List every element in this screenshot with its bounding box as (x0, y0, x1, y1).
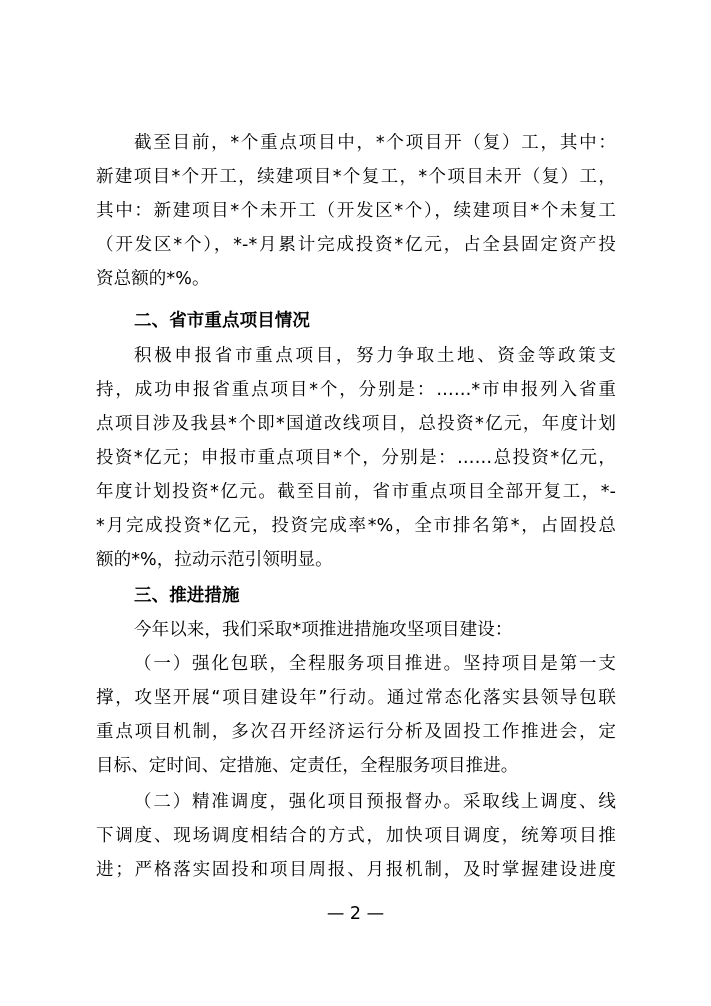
body-text-line: 其中：新建项目*个未开工（开发区*个），续建项目*个未复工 (96, 201, 616, 221)
body-text-line: 下调度、现场调度相结合的方式，加快项目调度，统筹项目推 (96, 826, 616, 846)
body-text-line: 撑，攻坚开展“项目建设年”行动。通过常态化落实县领导包联 (96, 688, 616, 708)
body-text-line: 点项目涉及我县*个即*国道改线项目，总投资*亿元，年度计划 (96, 414, 616, 434)
body-text-line: 新建项目*个开工，续建项目*个复工，*个项目未开（复）工， (96, 167, 616, 187)
body-text-line: （一）强化包联，全程服务项目推进。坚持项目是第一支 (134, 654, 616, 674)
body-text-line: 投资*亿元；申报市重点项目*个，分别是：……总投资*亿元， (96, 448, 616, 468)
section-heading: 二、省市重点项目情况 (134, 311, 310, 331)
page-number: — 2 — (326, 904, 385, 924)
body-text-line: 目标、定时间、定措施、定责任，全程服务项目推进。 (96, 756, 519, 776)
body-text-line: 资总额的*%。 (96, 269, 210, 289)
body-text-line: （二）精准调度，强化项目预报督办。采取线上调度、线 (134, 792, 616, 812)
body-text-line: 年度计划投资*亿元。截至目前，省市重点项目全部开复工，*- (96, 482, 616, 502)
body-text-line: （开发区*个），*-*月累计完成投资*亿元，占全县固定资产投 (96, 235, 616, 255)
body-text-line: 额的*%，拉动示范引领明显。 (96, 550, 333, 570)
section-heading: 三、推进措施 (134, 586, 240, 606)
body-text-line: 进；严格落实固投和项目周报、月报机制，及时掌握建设进度 (96, 860, 616, 880)
body-text-line: 积极申报省市重点项目，努力争取土地、资金等政策支 (134, 346, 616, 366)
body-text-line: 持，成功申报省重点项目*个，分别是：……*市申报列入省重 (96, 380, 616, 400)
body-text-line: 截至目前，*个重点项目中，*个项目开（复）工，其中： (134, 133, 616, 153)
body-text-line: 重点项目机制，多次召开经济运行分析及固投工作推进会，定 (96, 722, 616, 742)
body-text-line: 今年以来，我们采取*项推进措施攻坚项目建设： (134, 620, 513, 640)
body-text-line: *月完成投资*亿元，投资完成率*%，全市排名第*，占固投总 (96, 516, 616, 536)
